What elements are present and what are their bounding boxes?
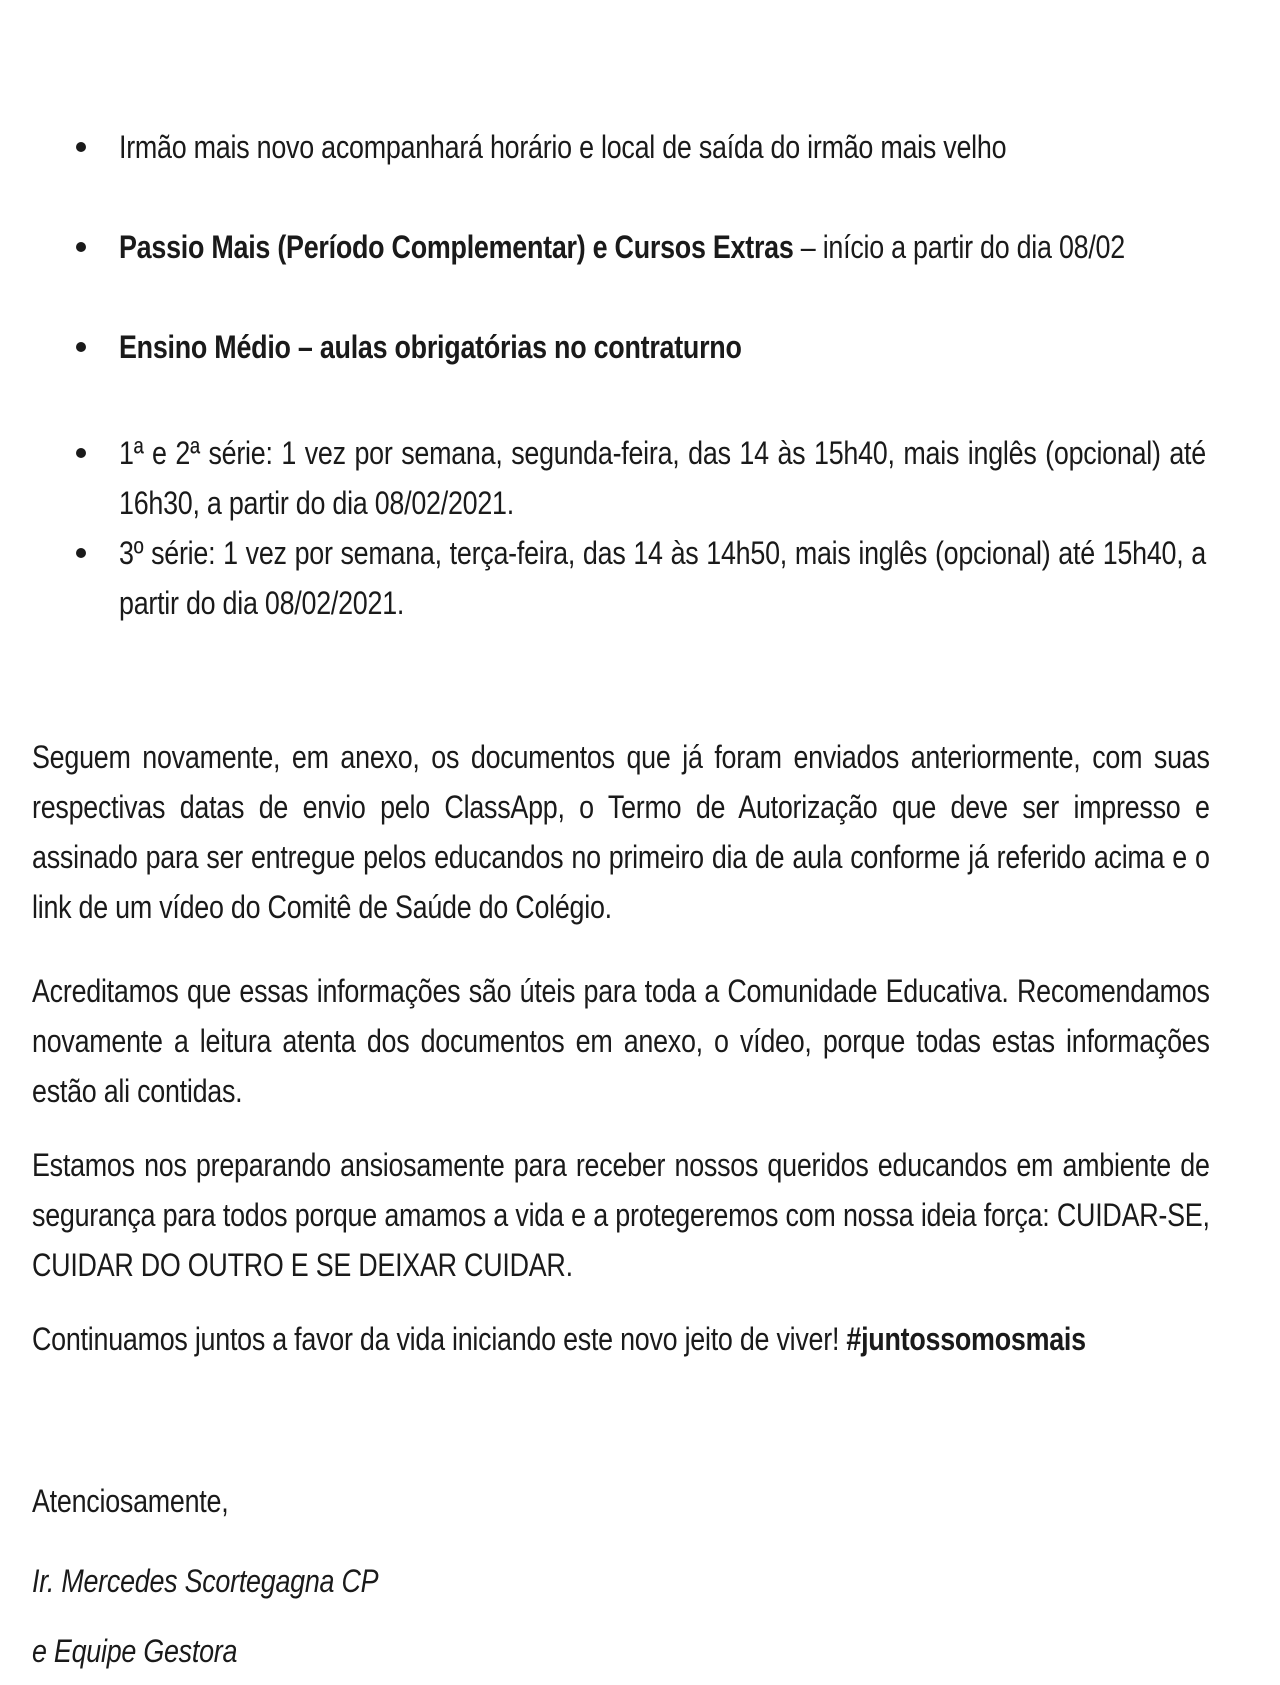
bullet-text: 3º série: 1 vez por semana, terça-feira, das 14 às 14h50, mais inglês (opcional) até 15h40, a partir do dia 08/02/2021. bbox=[119, 535, 1206, 621]
bullet-dot-icon bbox=[76, 142, 86, 152]
bullet-bold-text: Ensino Médio – aulas obrigatórias no contraturno bbox=[119, 329, 742, 365]
greeting: Atenciosamente, bbox=[32, 1483, 229, 1519]
bullet-text: – início a partir do dia 08/02 bbox=[793, 229, 1125, 265]
bullet-dot-icon bbox=[76, 448, 86, 458]
paragraph-documents: Seguem novamente, em anexo, os documentos que já foram enviados anteriormente, com suas respectivas datas de envio pelo ClassApp, o Termo de Autorização que deve ser impresso e assinado para ser entregue pelos educandos no primeiro dia de aula conforme já referido acima e o link de um vídeo do Comitê de Saúde do Colégio. bbox=[32, 739, 1210, 925]
signature-team: e Equipe Gestora bbox=[32, 1633, 238, 1669]
hashtag-text: #juntossomosmais bbox=[846, 1321, 1086, 1357]
bullet-dot-icon bbox=[76, 342, 86, 352]
bullet-text: Irmão mais novo acompanhará horário e local de saída do irmão mais velho bbox=[119, 129, 1007, 165]
closing-line-text: Continuamos juntos a favor da vida iniciando este novo jeito de viver! bbox=[32, 1321, 847, 1357]
paragraph-preparing: Estamos nos preparando ansiosamente para receber nossos queridos educandos em ambiente de segurança para todos porque amamos a vida e a protegeremos com nossa ideia força: CUIDAR-SE, CUIDAR DO OUTRO E SE DEIXAR CUIDAR. bbox=[32, 1147, 1210, 1283]
signature-name: Ir. Mercedes Scortegagna CP bbox=[32, 1563, 379, 1599]
bullet-dot-icon bbox=[76, 548, 86, 558]
paragraph-information: Acreditamos que essas informações são úteis para toda a Comunidade Educativa. Recomendamos novamente a leitura atenta dos documentos em anexo, o vídeo, porque todas estas informações estão ali contidas. bbox=[32, 973, 1210, 1109]
bullet-bold-text: Passio Mais (Período Complementar) e Cursos Extras bbox=[119, 229, 794, 265]
paragraph-closing-line bbox=[32, 1314, 1210, 1364]
bullet-text: 1ª e 2ª série: 1 vez por semana, segunda-feira, das 14 às 15h40, mais inglês (opcional) até 16h30, a partir do dia 08/02/2021. bbox=[119, 435, 1206, 521]
bullet-dot-icon bbox=[76, 242, 86, 252]
